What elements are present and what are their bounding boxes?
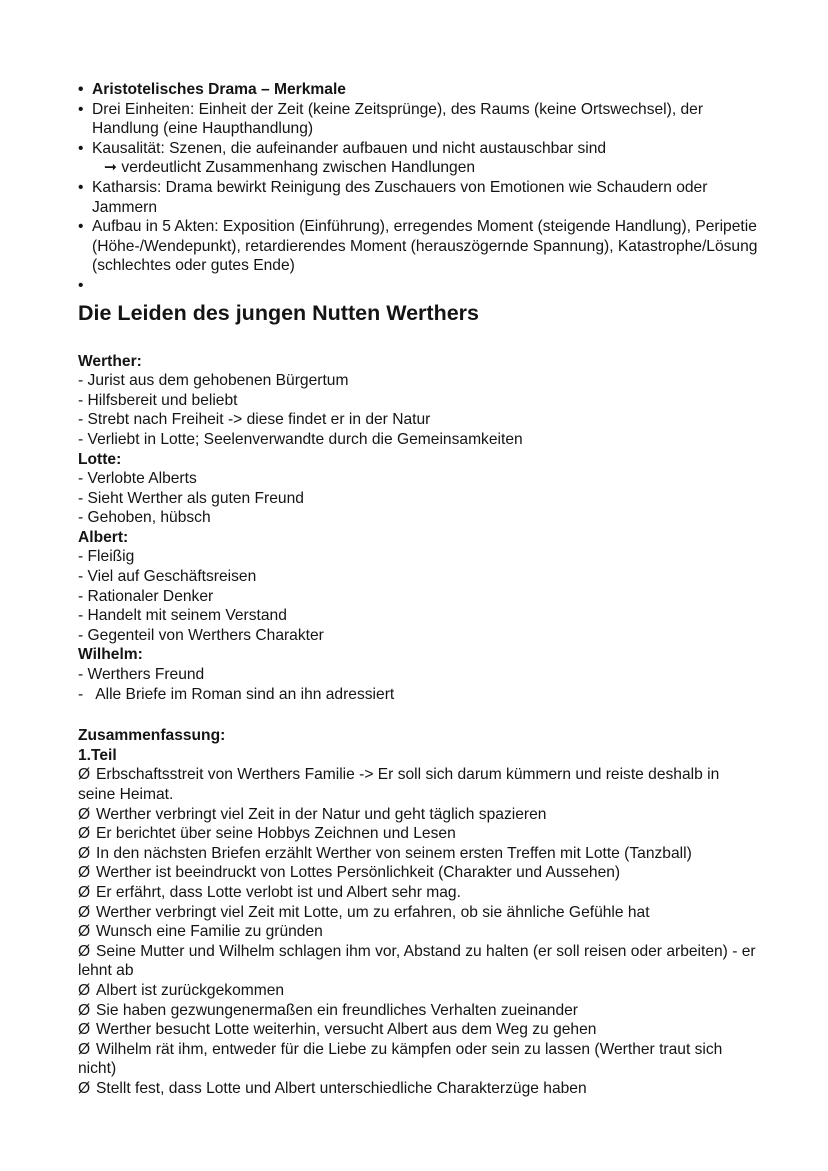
drama-item-catharsis: • Katharsis: Drama bewirkt Reinigung des Zuschauers von Emotionen wie Schaudern oder Jammern <box>78 178 758 217</box>
character-name: Wilhelm: <box>78 646 143 664</box>
summary-heading: Zusammenfassung: <box>78 727 226 745</box>
character-trait: - Fleißig <box>78 548 135 566</box>
character-trait: - Jurist aus dem gehobenen Bürgertum <box>78 372 349 390</box>
spacer <box>78 328 758 352</box>
character-lotte <box>78 450 758 528</box>
bullet-symbol: Ø <box>78 766 91 784</box>
bullet-symbol: Ø <box>78 1021 91 1039</box>
summary-item: Ø Erbschaftsstreit von Werthers Familie -> Er soll sich darum kümmern und reiste deshalb in seine Heimat. <box>78 766 720 803</box>
bullet-symbol: Ø <box>78 1079 91 1097</box>
character-trait: - Verlobte Alberts <box>78 470 197 488</box>
character-trait: - Werthers Freund <box>78 666 205 684</box>
summary-item: Ø Stellt fest, dass Lotte und Albert unterschiedliche Charakterzüge haben <box>78 1079 587 1097</box>
summary-item: Ø Wunsch eine Familie zu gründen <box>78 923 323 941</box>
character-trait: - Viel auf Geschäftsreisen <box>78 568 257 586</box>
bullet-symbol: Ø <box>78 825 91 843</box>
summary-item: Ø Seine Mutter und Wilhelm schlagen ihm vor, Abstand zu halten (er soll reisen oder arbeiten) - er lehnt ab <box>78 942 756 980</box>
character-werther <box>78 352 758 450</box>
character-trait: - Gegenteil von Werthers Charakter <box>78 626 324 644</box>
summary-list <box>78 765 758 1098</box>
summary-item: Ø Werther verbringt viel Zeit mit Lotte, um zu erfahren, ob sie ähnliche Gefühle hat <box>78 903 650 921</box>
drama-arrow-note: ➞ verdeutlicht Zusammenhang zwischen Handlungen <box>104 159 476 177</box>
character-trait: - Strebt nach Freiheit -> diese findet er in der Natur <box>78 411 431 429</box>
drama-heading: • Aristotelisches Drama – Merkmale <box>78 80 758 100</box>
bullet-symbol: Ø <box>78 805 91 823</box>
character-trait <box>78 685 758 705</box>
character-name: Lotte: <box>78 450 122 468</box>
bullet-symbol: Ø <box>78 1040 91 1058</box>
summary-item: Ø Er erfährt, dass Lotte verlobt ist und Albert sehr mag. <box>78 883 461 901</box>
summary-item: Ø Er berichtet über seine Hobbys Zeichnen und Lesen <box>78 825 456 843</box>
summary-item: Ø Wilhelm rät ihm, entweder für die Liebe zu kämpfen oder sein zu lassen (Werther traut sich nicht) <box>78 1040 723 1078</box>
summary-item: Ø Albert ist zurückgekommen <box>78 981 285 999</box>
bullet-symbol: Ø <box>78 903 91 921</box>
summary-item: Ø Sie haben gezwungenermaßen ein freundliches Verhalten zueinander <box>78 1001 579 1019</box>
summary-part-heading: 1.Teil <box>78 746 117 764</box>
bullet-symbol: Ø <box>78 844 91 862</box>
bullet-symbol: Ø <box>78 864 91 882</box>
summary-section <box>78 726 758 1098</box>
drama-item-units: • Drei Einheiten: Einheit der Zeit (keine Zeitsprünge), des Raums (keine Ortswechsel), der Handlung (eine Haupthandlung) <box>78 100 758 139</box>
summary-item: Ø Werther verbringt viel Zeit in der Natur und geht täglich spazieren <box>78 805 547 823</box>
trait-text: Alle Briefe im Roman sind an ihn adressiert <box>95 685 395 703</box>
character-albert <box>78 528 758 646</box>
characters-section <box>78 352 758 705</box>
character-trait: - Verliebt in Lotte; Seelenverwandte durch die Gemeinsamkeiten <box>78 430 523 448</box>
bullet-symbol: Ø <box>78 981 91 999</box>
character-trait: - Hilfsbereit und beliebt <box>78 391 238 409</box>
bullet-symbol: Ø <box>78 883 91 901</box>
spacer <box>78 704 758 726</box>
character-name: Albert: <box>78 528 129 546</box>
summary-item: Ø Werther ist beeindruckt von Lottes Persönlichkeit (Charakter und Aussehen) <box>78 864 621 882</box>
bullet-symbol: Ø <box>78 923 91 941</box>
trait-dash: - <box>78 685 84 703</box>
bullet-symbol: Ø <box>78 1001 91 1019</box>
drama-item-structure: • Aufbau in 5 Akten: Exposition (Einführung), erregendes Moment (steigende Handlung), Peripetie (Höhe-/Wendepunkt), retardierendes Moment (herauszögernde Spannung), Katastrophe/Lösung (schlechtes oder gutes Ende) <box>78 217 758 276</box>
document-title: Die Leiden des jungen Nutten Werthers <box>78 300 479 325</box>
character-wilhelm <box>78 645 758 704</box>
bullet-symbol: Ø <box>78 942 91 960</box>
character-trait: - Sieht Werther als guten Freund <box>78 489 304 507</box>
character-trait: - Rationaler Denker <box>78 587 214 605</box>
summary-item: Ø In den nächsten Briefen erzählt Werther von seinem ersten Treffen mit Lotte (Tanzball) <box>78 844 692 862</box>
drama-characteristics-list <box>78 80 758 296</box>
document-content <box>78 80 758 1099</box>
drama-item-causality-text: Kausalität: Szenen, die aufeinander aufbauen und nicht austauschbar sind <box>92 139 607 157</box>
summary-item: Ø Werther besucht Lotte weiterhin, versucht Albert aus dem Weg zu gehen <box>78 1021 597 1039</box>
drama-item-empty <box>78 276 758 296</box>
character-trait: - Gehoben, hübsch <box>78 509 211 527</box>
character-trait: - Handelt mit seinem Verstand <box>78 607 287 625</box>
drama-item-causality <box>78 139 758 178</box>
character-name: Werther: <box>78 352 142 370</box>
